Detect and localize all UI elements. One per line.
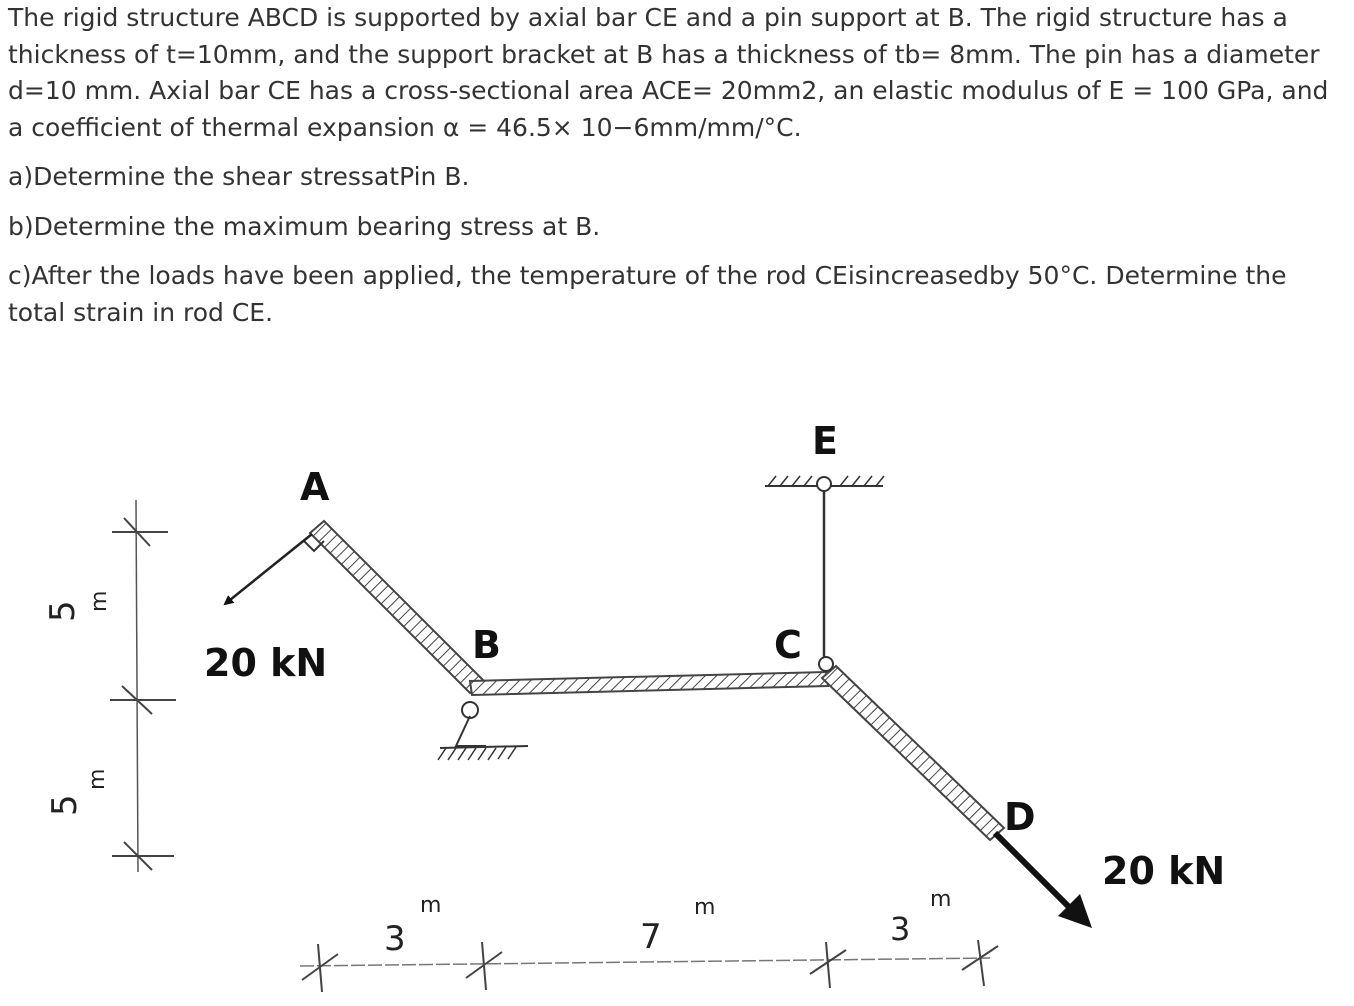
label-e: E <box>812 419 838 463</box>
dim-vertical-line <box>136 500 138 872</box>
dim-v1-unit: m <box>87 590 112 612</box>
member-bc <box>470 672 828 695</box>
dim-h3-unit: m <box>930 887 952 912</box>
load-a-arrow <box>225 534 312 604</box>
label-c: C <box>774 623 802 667</box>
question-c: c)After the loads have been applied, the temperature of the rod CEisincreasedby 50°C. Determine the total strain in rod CE. <box>8 261 1287 327</box>
dim-h2-value: 7 <box>640 917 662 957</box>
question-b: b)Determine the maximum bearing stress at B. <box>8 211 601 241</box>
pin-e <box>817 477 831 491</box>
dim-h2-unit: m <box>694 895 716 920</box>
question-a: a)Determine the shear stressatPin B. <box>8 162 470 191</box>
dim-v2-value: 5 <box>45 794 85 816</box>
dim-h3-value: 3 <box>890 910 911 948</box>
label-b: B <box>472 623 501 667</box>
pin-b <box>462 702 478 718</box>
support-b-triangle <box>456 716 486 746</box>
dim-v1-value: 5 <box>43 600 83 622</box>
problem-intro: The rigid structure ABCD is supported by axial bar CE and a pin support at B. The rigid structure has a thickness of t=10mm, and the support bracket at B has a thickness of tb= 8mm. The pin has a diameter d=10 mm. Axial bar CE has a cross-sectional area ACE= 20mm2, an elastic modulus of E = 100 GPa, and a coefficient of thermal expansion α = 46.5× 10−6mm/mm/°C. <box>8 3 1329 142</box>
label-d: D <box>1004 795 1036 839</box>
ground-b-hatch <box>438 747 516 760</box>
dim-h1-unit: m <box>420 893 442 918</box>
member-ab <box>310 521 484 693</box>
dim-vertical-ticks <box>110 518 176 870</box>
dim-v2-unit: m <box>85 768 110 790</box>
pin-c <box>819 657 833 671</box>
label-a: A <box>300 465 330 509</box>
dim-horizontal-line <box>300 958 990 966</box>
dim-h1-value: 3 <box>384 919 406 959</box>
load-left-label: 20 kN <box>204 641 328 685</box>
member-cd <box>822 666 1004 840</box>
load-right-label: 20 kN <box>1102 849 1226 893</box>
